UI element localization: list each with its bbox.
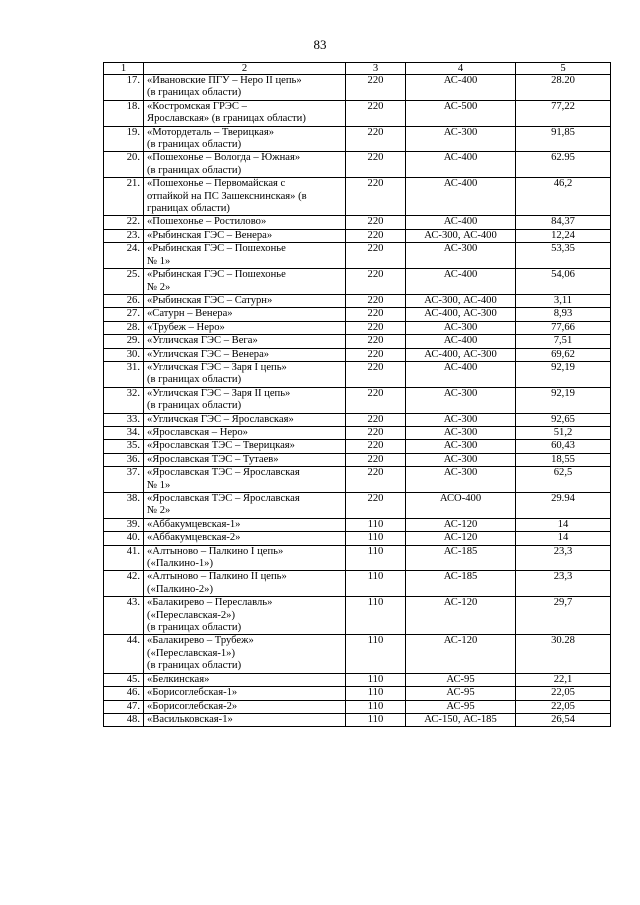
row-number-cell: 45. xyxy=(104,673,144,686)
table-row xyxy=(104,294,611,307)
table-row xyxy=(104,321,611,334)
table-row xyxy=(104,100,611,126)
row-number-cell: 33. xyxy=(104,413,144,426)
voltage-cell: 110 xyxy=(346,532,406,545)
row-number-cell: 41. xyxy=(104,545,144,571)
length-cell: 62.95 xyxy=(516,152,611,178)
line-name-cell: «Рыбинская ГЭС – Пошехонье № 2» xyxy=(144,269,346,295)
line-name-cell: «Рыбинская ГЭС – Венера» xyxy=(144,229,346,242)
row-number-cell: 26. xyxy=(104,294,144,307)
wire-type-cell: АС-400 xyxy=(406,361,516,387)
row-number-cell: 44. xyxy=(104,635,144,673)
row-number-cell: 25. xyxy=(104,269,144,295)
row-number-cell: 39. xyxy=(104,518,144,531)
line-name-cell: «Костромская ГРЭС – Ярославская» (в границах области) xyxy=(144,100,346,126)
length-cell: 53,35 xyxy=(516,243,611,269)
wire-type-cell: АС-300 xyxy=(406,243,516,269)
voltage-cell: 220 xyxy=(346,100,406,126)
wire-type-cell: АС-120 xyxy=(406,518,516,531)
wire-type-cell: АС-95 xyxy=(406,687,516,700)
voltage-cell: 220 xyxy=(346,152,406,178)
length-cell: 92,19 xyxy=(516,387,611,413)
table-row xyxy=(104,75,611,101)
table-row xyxy=(104,269,611,295)
voltage-cell: 220 xyxy=(346,387,406,413)
line-name-cell: «Ярославская ТЭС – Ярославская № 1» xyxy=(144,467,346,493)
line-name-cell: «Пошехонье – Первомайская с отпайкой на ПС Зашекснинская» (в границах области) xyxy=(144,178,346,216)
voltage-cell: 220 xyxy=(346,361,406,387)
table-row xyxy=(104,361,611,387)
line-name-cell: «Трубеж – Неро» xyxy=(144,321,346,334)
table-row xyxy=(104,152,611,178)
line-name-cell: «Угличская ГЭС – Заря II цепь» (в границах области) xyxy=(144,387,346,413)
wire-type-cell: АС-400 xyxy=(406,152,516,178)
table-row xyxy=(104,348,611,361)
voltage-cell: 220 xyxy=(346,426,406,439)
table-row xyxy=(104,413,611,426)
table-row xyxy=(104,700,611,713)
table-row xyxy=(104,178,611,216)
length-cell: 91,85 xyxy=(516,126,611,152)
table-row xyxy=(104,571,611,597)
voltage-cell: 110 xyxy=(346,687,406,700)
wire-type-cell: АС-400 xyxy=(406,75,516,101)
length-cell: 14 xyxy=(516,532,611,545)
header-col-5: 5 xyxy=(516,63,611,75)
length-cell: 23,3 xyxy=(516,571,611,597)
row-number-cell: 30. xyxy=(104,348,144,361)
row-number-cell: 42. xyxy=(104,571,144,597)
voltage-cell: 220 xyxy=(346,269,406,295)
line-name-cell: «Пошехонье – Ростилово» xyxy=(144,216,346,229)
length-cell: 54,06 xyxy=(516,269,611,295)
length-cell: 12,24 xyxy=(516,229,611,242)
wire-type-cell: АС-300 xyxy=(406,440,516,453)
line-name-cell: «Угличская ГЭС – Венера» xyxy=(144,348,346,361)
wire-type-cell: АС-500 xyxy=(406,100,516,126)
wire-type-cell: АС-400 xyxy=(406,335,516,348)
line-name-cell: «Ярославская – Неро» xyxy=(144,426,346,439)
row-number-cell: 34. xyxy=(104,426,144,439)
table-row xyxy=(104,308,611,321)
voltage-cell: 220 xyxy=(346,308,406,321)
line-name-cell: «Аббакумцевская-1» xyxy=(144,518,346,531)
row-number-cell: 21. xyxy=(104,178,144,216)
wire-type-cell: АСО-400 xyxy=(406,493,516,519)
voltage-cell: 220 xyxy=(346,75,406,101)
wire-type-cell: АС-300 xyxy=(406,126,516,152)
table-row xyxy=(104,713,611,726)
header-col-3: 3 xyxy=(346,63,406,75)
voltage-cell: 220 xyxy=(346,493,406,519)
length-cell: 92,65 xyxy=(516,413,611,426)
voltage-cell: 110 xyxy=(346,518,406,531)
line-name-cell: «Васильковская-1» xyxy=(144,713,346,726)
wire-type-cell: АС-300 xyxy=(406,426,516,439)
length-cell: 22,05 xyxy=(516,687,611,700)
length-cell: 3,11 xyxy=(516,294,611,307)
wire-type-cell: АС-150, АС-185 xyxy=(406,713,516,726)
row-number-cell: 46. xyxy=(104,687,144,700)
voltage-cell: 220 xyxy=(346,243,406,269)
voltage-cell: 220 xyxy=(346,440,406,453)
voltage-cell: 220 xyxy=(346,453,406,466)
line-name-cell: «Балакирево – Переславль» («Переславская-2») (в границах области) xyxy=(144,597,346,635)
voltage-cell: 110 xyxy=(346,545,406,571)
row-number-cell: 47. xyxy=(104,700,144,713)
table-row xyxy=(104,532,611,545)
voltage-cell: 110 xyxy=(346,700,406,713)
voltage-cell: 220 xyxy=(346,321,406,334)
length-cell: 51,2 xyxy=(516,426,611,439)
wire-type-cell: АС-300, АС-400 xyxy=(406,294,516,307)
row-number-cell: 18. xyxy=(104,100,144,126)
line-name-cell: «Мотордеталь – Тверицкая» (в границах области) xyxy=(144,126,346,152)
line-name-cell: «Рыбинская ГЭС – Сатурн» xyxy=(144,294,346,307)
length-cell: 14 xyxy=(516,518,611,531)
table-row xyxy=(104,216,611,229)
wire-type-cell: АС-300 xyxy=(406,467,516,493)
length-cell: 22,05 xyxy=(516,700,611,713)
row-number-cell: 23. xyxy=(104,229,144,242)
voltage-cell: 110 xyxy=(346,571,406,597)
line-name-cell: «Угличская ГЭС – Ярославская» xyxy=(144,413,346,426)
length-cell: 92,19 xyxy=(516,361,611,387)
table-row xyxy=(104,597,611,635)
wire-type-cell: АС-400 xyxy=(406,269,516,295)
line-name-cell: «Сатурн – Венера» xyxy=(144,308,346,321)
wire-type-cell: АС-95 xyxy=(406,700,516,713)
row-number-cell: 35. xyxy=(104,440,144,453)
row-number-cell: 38. xyxy=(104,493,144,519)
table-row xyxy=(104,518,611,531)
voltage-cell: 220 xyxy=(346,229,406,242)
header-col-2: 2 xyxy=(144,63,346,75)
wire-type-cell: АС-120 xyxy=(406,635,516,673)
wire-type-cell: АС-185 xyxy=(406,545,516,571)
voltage-cell: 220 xyxy=(346,126,406,152)
voltage-cell: 220 xyxy=(346,413,406,426)
table-body xyxy=(104,63,611,727)
wire-type-cell: АС-95 xyxy=(406,673,516,686)
length-cell: 22,1 xyxy=(516,673,611,686)
row-number-cell: 40. xyxy=(104,532,144,545)
line-name-cell: «Борисоглебская-2» xyxy=(144,700,346,713)
table-header-row xyxy=(104,63,611,75)
voltage-cell: 220 xyxy=(346,216,406,229)
table-row xyxy=(104,335,611,348)
length-cell: 8,93 xyxy=(516,308,611,321)
table-row xyxy=(104,467,611,493)
line-name-cell: «Угличская ГЭС – Вега» xyxy=(144,335,346,348)
row-number-cell: 22. xyxy=(104,216,144,229)
row-number-cell: 28. xyxy=(104,321,144,334)
line-name-cell: «Аббакумцевская-2» xyxy=(144,532,346,545)
length-cell: 23,3 xyxy=(516,545,611,571)
length-cell: 29.94 xyxy=(516,493,611,519)
line-name-cell: «Белкинская» xyxy=(144,673,346,686)
length-cell: 28.20 xyxy=(516,75,611,101)
length-cell: 7,51 xyxy=(516,335,611,348)
line-name-cell: «Пошехонье – Вологда – Южная» (в границах области) xyxy=(144,152,346,178)
table-row xyxy=(104,545,611,571)
voltage-cell: 110 xyxy=(346,597,406,635)
row-number-cell: 48. xyxy=(104,713,144,726)
wire-type-cell: АС-400 xyxy=(406,216,516,229)
voltage-cell: 110 xyxy=(346,635,406,673)
length-cell: 26,54 xyxy=(516,713,611,726)
voltage-cell: 220 xyxy=(346,348,406,361)
row-number-cell: 27. xyxy=(104,308,144,321)
line-name-cell: «Ивановские ПГУ – Неро II цепь» (в границах области) xyxy=(144,75,346,101)
length-cell: 18,55 xyxy=(516,453,611,466)
length-cell: 62,5 xyxy=(516,467,611,493)
length-cell: 60,43 xyxy=(516,440,611,453)
wire-type-cell: АС-400, АС-300 xyxy=(406,308,516,321)
power-lines-table xyxy=(103,62,611,727)
page-number: 83 xyxy=(313,37,327,52)
wire-type-cell: АС-400, АС-300 xyxy=(406,348,516,361)
line-name-cell: «Рыбинская ГЭС – Пошехонье № 1» xyxy=(144,243,346,269)
table-row xyxy=(104,126,611,152)
table-row xyxy=(104,243,611,269)
voltage-cell: 220 xyxy=(346,294,406,307)
wire-type-cell: АС-300 xyxy=(406,453,516,466)
table-row xyxy=(104,229,611,242)
table-row xyxy=(104,440,611,453)
voltage-cell: 220 xyxy=(346,335,406,348)
line-name-cell: «Борисоглебская-1» xyxy=(144,687,346,700)
voltage-cell: 220 xyxy=(346,178,406,216)
wire-type-cell: АС-120 xyxy=(406,532,516,545)
line-name-cell: «Алтыново – Палкино I цепь» («Палкино-1») xyxy=(144,545,346,571)
wire-type-cell: АС-300, АС-400 xyxy=(406,229,516,242)
row-number-cell: 32. xyxy=(104,387,144,413)
table-row xyxy=(104,426,611,439)
row-number-cell: 37. xyxy=(104,467,144,493)
row-number-cell: 36. xyxy=(104,453,144,466)
table-row xyxy=(104,635,611,673)
voltage-cell: 110 xyxy=(346,713,406,726)
table-row xyxy=(104,687,611,700)
table-row xyxy=(104,453,611,466)
line-name-cell: «Ярославская ТЭС – Тутаев» xyxy=(144,453,346,466)
table-row xyxy=(104,387,611,413)
length-cell: 30.28 xyxy=(516,635,611,673)
length-cell: 69,62 xyxy=(516,348,611,361)
header-col-4: 4 xyxy=(406,63,516,75)
line-name-cell: «Ярославская ТЭС – Ярославская № 2» xyxy=(144,493,346,519)
header-col-1: 1 xyxy=(104,63,144,75)
row-number-cell: 29. xyxy=(104,335,144,348)
row-number-cell: 17. xyxy=(104,75,144,101)
length-cell: 29,7 xyxy=(516,597,611,635)
wire-type-cell: АС-300 xyxy=(406,413,516,426)
length-cell: 46,2 xyxy=(516,178,611,216)
length-cell: 77,22 xyxy=(516,100,611,126)
row-number-cell: 20. xyxy=(104,152,144,178)
length-cell: 77,66 xyxy=(516,321,611,334)
row-number-cell: 24. xyxy=(104,243,144,269)
voltage-cell: 220 xyxy=(346,467,406,493)
wire-type-cell: АС-185 xyxy=(406,571,516,597)
wire-type-cell: АС-120 xyxy=(406,597,516,635)
row-number-cell: 43. xyxy=(104,597,144,635)
voltage-cell: 110 xyxy=(346,673,406,686)
wire-type-cell: АС-400 xyxy=(406,178,516,216)
row-number-cell: 19. xyxy=(104,126,144,152)
line-name-cell: «Балакирево – Трубеж» («Переславская-1») (в границах области) xyxy=(144,635,346,673)
row-number-cell: 31. xyxy=(104,361,144,387)
wire-type-cell: АС-300 xyxy=(406,321,516,334)
line-name-cell: «Угличская ГЭС – Заря I цепь» (в границах области) xyxy=(144,361,346,387)
table-row xyxy=(104,493,611,519)
table-row xyxy=(104,673,611,686)
line-name-cell: «Ярославская ТЭС – Тверицкая» xyxy=(144,440,346,453)
line-name-cell: «Алтыново – Палкино II цепь» («Палкино-2») xyxy=(144,571,346,597)
wire-type-cell: АС-300 xyxy=(406,387,516,413)
length-cell: 84,37 xyxy=(516,216,611,229)
